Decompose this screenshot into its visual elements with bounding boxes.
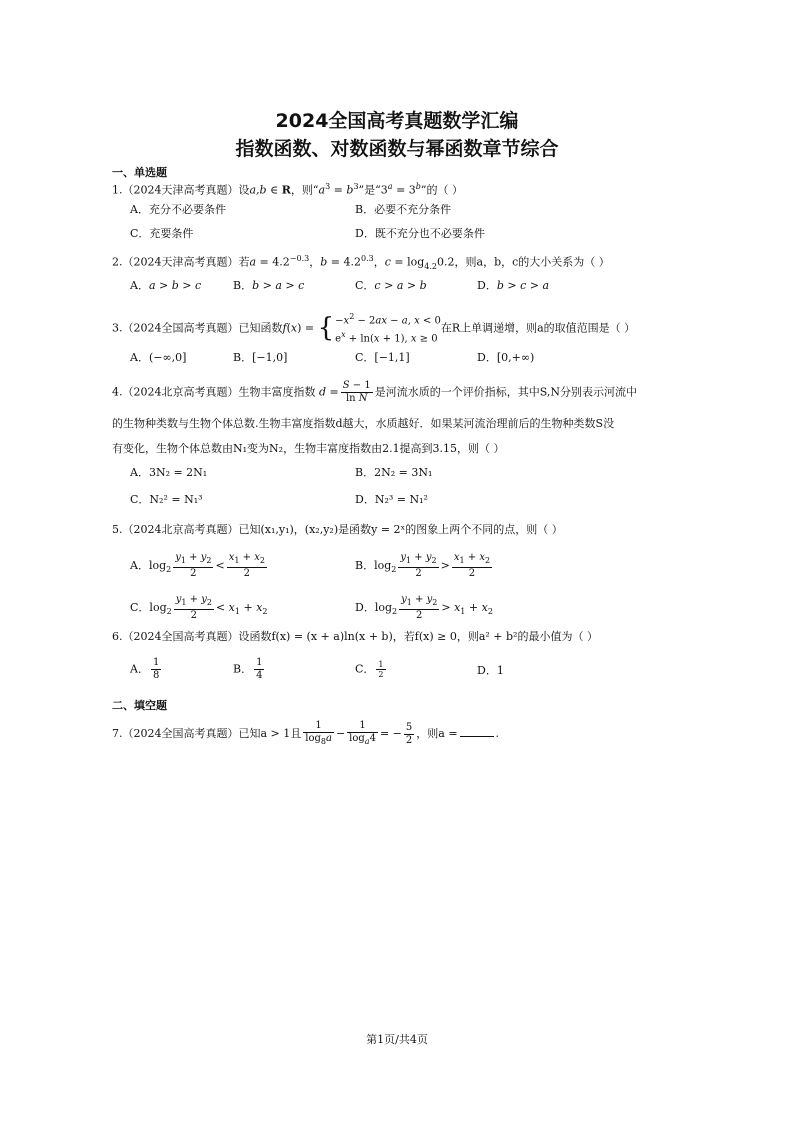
section-heading-fill-in: 二、填空题: [112, 699, 167, 712]
page-footer: 第1页/共4页: [366, 1033, 428, 1046]
q2-option-a[interactable]: A．a > b > c: [130, 279, 202, 292]
q5-option-d[interactable]: D．$\log_2$ $\frac{y_1 + y_2}{2}$ > $x_1 + x_2$: [355, 594, 493, 621]
question-4-line-2: 的生物种类数与生物个体总数.生物丰富度指数d越大，水质越好．如果某河流治理前后的生物种类数S没: [112, 417, 615, 430]
q6-option-d[interactable]: D．1: [477, 664, 504, 677]
question-6: 6.（2024全国高考真题）设函数f(x) = (x + a)ln(x + b)，若f(x) ≥ 0，则a² + b²的最小值为（ ）: [112, 630, 598, 643]
question-3: 3.（2024全国高考真题）已知函数f(x) = { $-x^2 - 2ax - a$, x < 0 $e^x + \ln(x + 1)$, x ≥ 0 在R上单调递增，则a的取值范围是（ ）: [112, 312, 636, 345]
q3-option-c[interactable]: C．[−1,1]: [355, 351, 410, 364]
q6-option-a[interactable]: A． $\frac{1}{8}$: [130, 657, 160, 681]
q5-option-a[interactable]: A．$\log_2$ $\frac{y_1 + y_2}{2}$ < $\frac{x_1 + x_2}{2}$: [130, 552, 265, 579]
q1-option-a[interactable]: A．充分不必要条件: [130, 203, 226, 216]
doc-title: 2024全国高考真题数学汇编: [275, 110, 519, 132]
q1-option-d[interactable]: D．既不充分也不必要条件: [355, 227, 485, 240]
q4-option-b[interactable]: B．2N₂ = 3N₁: [355, 466, 433, 479]
question-4-line-3: 有变化，生物个体总数由N₁变为N₂，生物丰富度指数由2.1提高到3.15，则（ ）: [112, 442, 505, 455]
question-7: 7.（2024全国高考真题）已知a > 1且 $\frac{1}{\log_8a}$ − $\frac{1}{\log_a4}$ = − $\frac{5}{2}$ ，则a = .: [112, 720, 500, 746]
q4-option-d[interactable]: D．N₂³ = N₁²: [355, 493, 428, 506]
q5-option-b[interactable]: B．$\log_2$ $\frac{y_1 + y_2}{2}$ > $\frac{x_1 + x_2}{2}$: [355, 552, 491, 579]
q6-option-b[interactable]: B． $\frac{1}{4}$: [233, 657, 263, 681]
question-5: 5.（2024北京高考真题）已知(x₁,y₁)，(x₂,y₂)是函数y = 2ˣ的图象上两个不同的点，则（ ）: [112, 523, 563, 536]
question-2: 2.（2024天津高考真题）若$a = 4.2^{-0.3}$，$b = 4.2^{0.3}$，$c = \log_{4.2}0.2$，则a，b，c的大小关系为（ ）: [112, 254, 610, 271]
q1-option-b[interactable]: B．必要不充分条件: [355, 203, 452, 216]
q6-option-c[interactable]: C． $\frac{1}{2}$: [355, 660, 384, 679]
q3-option-a[interactable]: A．(−∞,0]: [130, 351, 187, 364]
q5-option-c[interactable]: C．$\log_2$ $\frac{y_1 + y_2}{2}$ < $x_1 + x_2$: [130, 594, 268, 621]
section-heading-single-choice: 一、单选题: [112, 166, 167, 179]
question-1: 1.（2024天津高考真题）设a,b ∈ R，则“$a^3 = b^3$”是“$3^a = 3^b$”的（ ）: [112, 182, 464, 197]
q3-option-b[interactable]: B．[−1,0]: [233, 351, 288, 364]
q2-option-d[interactable]: D．b > c > a: [477, 279, 550, 292]
q4-option-a[interactable]: A．3N₂ = 2N₁: [130, 466, 208, 479]
q3-option-d[interactable]: D．[0,+∞): [477, 351, 535, 364]
doc-subtitle: 指数函数、对数函数与幂函数章节综合: [235, 138, 559, 160]
question-4-line-1: 4.（2024北京高考真题）生物丰富度指数 d = $\frac{S - 1}{\text{ln N}}$ 是河流水质的一个评价指标，其中S,N分别表示河流中: [112, 380, 637, 404]
answer-blank[interactable]: [460, 736, 494, 737]
q2-option-b[interactable]: B．b > a > c: [233, 279, 305, 292]
q1-option-c[interactable]: C．充要条件: [130, 227, 194, 240]
q4-option-c[interactable]: C．N₂² = N₁³: [130, 493, 203, 506]
q2-option-c[interactable]: C．c > a > b: [355, 279, 427, 292]
